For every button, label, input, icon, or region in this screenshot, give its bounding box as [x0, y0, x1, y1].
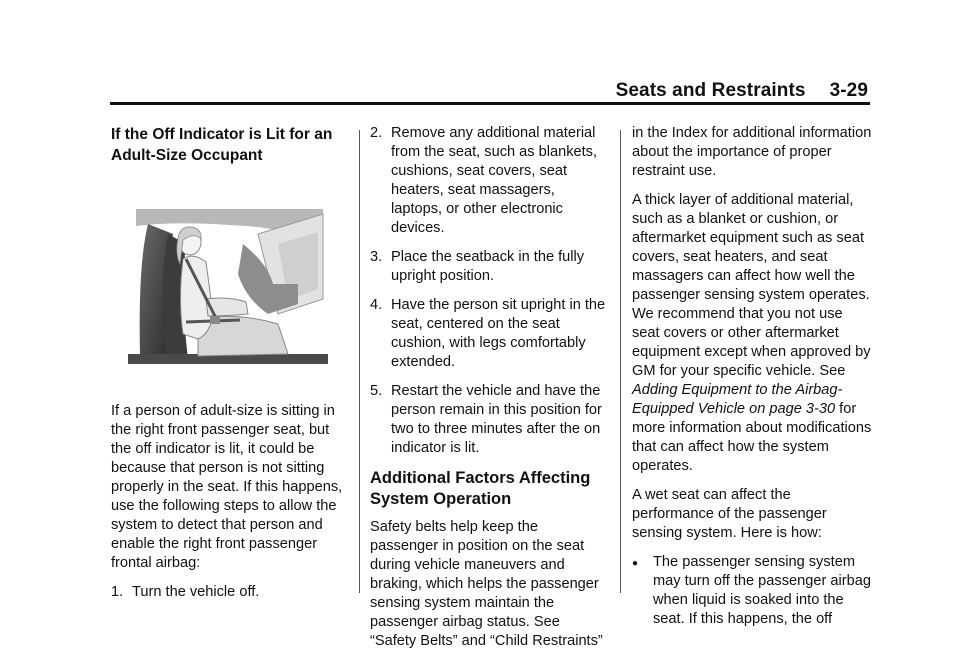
page-header — [616, 80, 868, 102]
bullet-item — [632, 553, 872, 629]
section-heading-additional-factors: Additional Factors Affecting System Operation — [370, 469, 591, 508]
step-item — [370, 124, 610, 238]
adult-occupant-paragraph: If a person of adult-size is sitting in the right front passenger seat, but the off indicator is lit, it could be because that person is not sitting properly in the seat. If this happens, use the following steps to allow the system to detect that person and enable the right front passenger frontal airbag: — [111, 403, 343, 571]
wet-seat-paragraph: A wet seat can affect the performance of the passenger sensing system. Here is how: — [632, 487, 827, 541]
cross-reference-link[interactable]: Adding Equipment to the Airbag-Equipped Vehicle on page 3-30 — [632, 382, 843, 417]
header-rule — [110, 102, 870, 105]
column-divider-1 — [359, 130, 360, 593]
page-number: 3-29 — [829, 80, 868, 101]
step-text: Have the person sit upright in the seat, centered on the seat cushion, with legs comfortably extended. — [391, 297, 606, 370]
index-reference-paragraph: in the Index for additional information about the importance of proper restraint use. — [632, 125, 872, 179]
thick-layer-paragraph — [632, 191, 872, 476]
step-text: Restart the vehicle and have the person remain in this position for two to three minutes after the on indicator is lit. — [391, 383, 602, 456]
step-item — [370, 382, 610, 458]
column-2 — [370, 124, 610, 661]
step-item — [111, 583, 349, 602]
safety-belts-paragraph: Safety belts help keep the passenger in position on the seat during vehicle maneuvers and braking, which helps the passenger sensing system maintain the passenger airbag status. See “Safety Belts” and “Child Restraints” — [370, 519, 603, 649]
step-text: Turn the vehicle off. — [132, 584, 260, 600]
thick-layer-text: A thick layer of additional material, such as a blanket or cushion, or aftermarket equipment such as seat covers, seat heaters, and seat massagers can affect how well the passenger sensing system operates. We recommend that you not use seat covers or other aftermarket equipment except when approved by GM for your specific vehicle. See — [632, 192, 871, 379]
bullet-icon: ● — [632, 558, 639, 569]
step-number: 3. — [370, 249, 383, 265]
step-item — [370, 248, 610, 286]
thick-layer-text-end: for more information about modifications that can affect how the system operates. — [632, 401, 872, 474]
occupant-illustration — [128, 204, 328, 364]
bullet-text: The passenger sensing system may turn off the passenger airbag when liquid is soaked into the seat. If this happens, the off — [653, 554, 871, 627]
column-1 — [111, 124, 349, 612]
step-number: 5. — [370, 383, 383, 399]
step-text: Place the seatback in the fully upright position. — [391, 249, 585, 284]
step-number: 1. — [111, 584, 124, 600]
step-number: 4. — [370, 297, 383, 313]
step-text: Remove any additional material from the seat, such as blankets, cushions, seat covers, seat heaters, seat massagers, laptops, or other electronic devices. — [391, 125, 598, 236]
step-number: 2. — [370, 125, 383, 141]
section-title: Seats and Restraints — [615, 80, 806, 101]
column-3 — [632, 124, 872, 639]
column-divider-2 — [620, 130, 621, 593]
step-item — [370, 296, 610, 372]
section-heading-off-indicator: If the Off Indicator is Lit for an Adult-Size Occupant — [111, 126, 333, 164]
